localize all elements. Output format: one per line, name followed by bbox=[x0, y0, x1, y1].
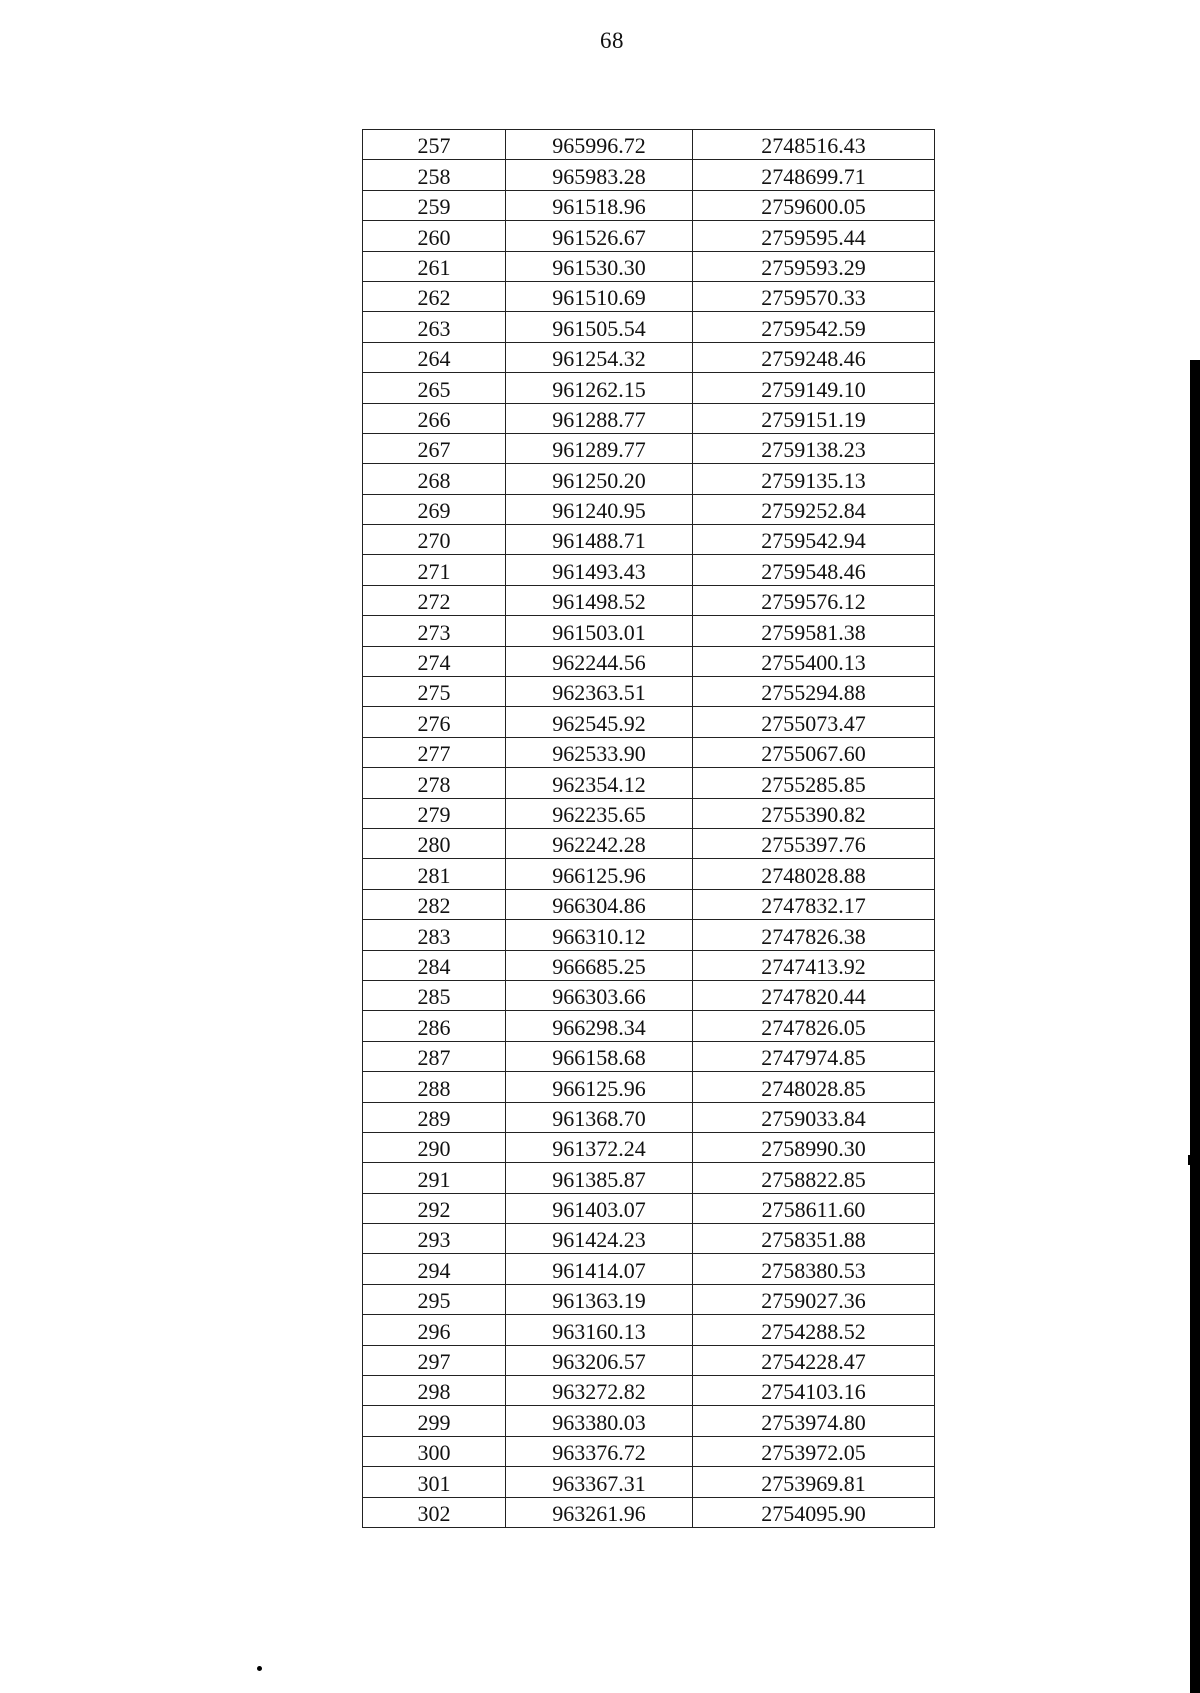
point-number-cell: 280 bbox=[363, 828, 506, 858]
y-coordinate-cell: 2748028.85 bbox=[693, 1072, 935, 1102]
x-coordinate-cell: 963272.82 bbox=[506, 1376, 693, 1406]
x-coordinate-cell: 961414.07 bbox=[506, 1254, 693, 1284]
table-row bbox=[363, 920, 935, 950]
point-number-cell: 275 bbox=[363, 677, 506, 707]
point-number-cell: 259 bbox=[363, 190, 506, 220]
table-row bbox=[363, 768, 935, 798]
point-number-cell: 297 bbox=[363, 1345, 506, 1375]
x-coordinate-cell: 961385.87 bbox=[506, 1163, 693, 1193]
point-number-cell: 290 bbox=[363, 1132, 506, 1162]
table-row bbox=[363, 1406, 935, 1436]
table-row bbox=[363, 1224, 935, 1254]
x-coordinate-cell: 966304.86 bbox=[506, 889, 693, 919]
y-coordinate-cell: 2747974.85 bbox=[693, 1041, 935, 1071]
table-row bbox=[363, 798, 935, 828]
y-coordinate-cell: 2759542.59 bbox=[693, 312, 935, 342]
table-row bbox=[363, 889, 935, 919]
table-row bbox=[363, 1315, 935, 1345]
table-row bbox=[363, 1345, 935, 1375]
table-row bbox=[363, 1254, 935, 1284]
point-number-cell: 300 bbox=[363, 1436, 506, 1466]
x-coordinate-cell: 961503.01 bbox=[506, 616, 693, 646]
y-coordinate-cell: 2758990.30 bbox=[693, 1132, 935, 1162]
x-coordinate-cell: 963261.96 bbox=[506, 1497, 693, 1527]
point-number-cell: 273 bbox=[363, 616, 506, 646]
table-row bbox=[363, 859, 935, 889]
x-coordinate-cell: 961498.52 bbox=[506, 585, 693, 615]
x-coordinate-cell: 961510.69 bbox=[506, 281, 693, 311]
point-number-cell: 270 bbox=[363, 525, 506, 555]
point-number-cell: 266 bbox=[363, 403, 506, 433]
x-coordinate-cell: 963160.13 bbox=[506, 1315, 693, 1345]
x-coordinate-cell: 962363.51 bbox=[506, 677, 693, 707]
point-number-cell: 265 bbox=[363, 373, 506, 403]
y-coordinate-cell: 2747826.38 bbox=[693, 920, 935, 950]
table-row bbox=[363, 1376, 935, 1406]
coordinate-table bbox=[362, 129, 935, 1528]
point-number-cell: 287 bbox=[363, 1041, 506, 1071]
y-coordinate-cell: 2747820.44 bbox=[693, 980, 935, 1010]
y-coordinate-cell: 2753974.80 bbox=[693, 1406, 935, 1436]
table-row bbox=[363, 828, 935, 858]
table-row bbox=[363, 312, 935, 342]
x-coordinate-cell: 961526.67 bbox=[506, 221, 693, 251]
y-coordinate-cell: 2759033.84 bbox=[693, 1102, 935, 1132]
y-coordinate-cell: 2759151.19 bbox=[693, 403, 935, 433]
x-coordinate-cell: 963206.57 bbox=[506, 1345, 693, 1375]
point-number-cell: 286 bbox=[363, 1011, 506, 1041]
point-number-cell: 278 bbox=[363, 768, 506, 798]
y-coordinate-cell: 2754288.52 bbox=[693, 1315, 935, 1345]
y-coordinate-cell: 2755390.82 bbox=[693, 798, 935, 828]
x-coordinate-cell: 961488.71 bbox=[506, 525, 693, 555]
point-number-cell: 272 bbox=[363, 585, 506, 615]
y-coordinate-cell: 2748028.88 bbox=[693, 859, 935, 889]
x-coordinate-cell: 963380.03 bbox=[506, 1406, 693, 1436]
point-number-cell: 271 bbox=[363, 555, 506, 585]
y-coordinate-cell: 2759542.94 bbox=[693, 525, 935, 555]
point-number-cell: 296 bbox=[363, 1315, 506, 1345]
y-coordinate-cell: 2754228.47 bbox=[693, 1345, 935, 1375]
point-number-cell: 263 bbox=[363, 312, 506, 342]
y-coordinate-cell: 2759027.36 bbox=[693, 1284, 935, 1314]
y-coordinate-cell: 2758351.88 bbox=[693, 1224, 935, 1254]
table-row bbox=[363, 1132, 935, 1162]
table-row bbox=[363, 616, 935, 646]
x-coordinate-cell: 966685.25 bbox=[506, 950, 693, 980]
y-coordinate-cell: 2759548.46 bbox=[693, 555, 935, 585]
table-row bbox=[363, 1102, 935, 1132]
x-coordinate-cell: 962533.90 bbox=[506, 737, 693, 767]
y-coordinate-cell: 2759570.33 bbox=[693, 281, 935, 311]
table-row bbox=[363, 1041, 935, 1071]
point-number-cell: 277 bbox=[363, 737, 506, 767]
table-row bbox=[363, 646, 935, 676]
point-number-cell: 274 bbox=[363, 646, 506, 676]
x-coordinate-cell: 961505.54 bbox=[506, 312, 693, 342]
x-coordinate-cell: 961240.95 bbox=[506, 494, 693, 524]
table-row bbox=[363, 1497, 935, 1527]
point-number-cell: 289 bbox=[363, 1102, 506, 1132]
point-number-cell: 284 bbox=[363, 950, 506, 980]
y-coordinate-cell: 2759593.29 bbox=[693, 251, 935, 281]
x-coordinate-cell: 965983.28 bbox=[506, 160, 693, 190]
x-coordinate-cell: 961288.77 bbox=[506, 403, 693, 433]
point-number-cell: 291 bbox=[363, 1163, 506, 1193]
y-coordinate-cell: 2753969.81 bbox=[693, 1467, 935, 1497]
y-coordinate-cell: 2759248.46 bbox=[693, 342, 935, 372]
y-coordinate-cell: 2759581.38 bbox=[693, 616, 935, 646]
x-coordinate-cell: 966125.96 bbox=[506, 859, 693, 889]
x-coordinate-cell: 961518.96 bbox=[506, 190, 693, 220]
table-row bbox=[363, 373, 935, 403]
x-coordinate-cell: 961424.23 bbox=[506, 1224, 693, 1254]
y-coordinate-cell: 2755073.47 bbox=[693, 707, 935, 737]
scan-speck bbox=[257, 1666, 262, 1671]
table-row bbox=[363, 1193, 935, 1223]
table-row bbox=[363, 525, 935, 555]
x-coordinate-cell: 961530.30 bbox=[506, 251, 693, 281]
point-number-cell: 269 bbox=[363, 494, 506, 524]
x-coordinate-cell: 961262.15 bbox=[506, 373, 693, 403]
y-coordinate-cell: 2754103.16 bbox=[693, 1376, 935, 1406]
x-coordinate-cell: 962354.12 bbox=[506, 768, 693, 798]
x-coordinate-cell: 961254.32 bbox=[506, 342, 693, 372]
point-number-cell: 295 bbox=[363, 1284, 506, 1314]
table-row bbox=[363, 980, 935, 1010]
x-coordinate-cell: 961250.20 bbox=[506, 464, 693, 494]
y-coordinate-cell: 2755067.60 bbox=[693, 737, 935, 767]
page-number: 68 bbox=[600, 28, 624, 53]
y-coordinate-cell: 2758380.53 bbox=[693, 1254, 935, 1284]
point-number-cell: 276 bbox=[363, 707, 506, 737]
table-row bbox=[363, 130, 935, 160]
y-coordinate-cell: 2759138.23 bbox=[693, 433, 935, 463]
table-row bbox=[363, 403, 935, 433]
table-row bbox=[363, 1072, 935, 1102]
x-coordinate-cell: 961289.77 bbox=[506, 433, 693, 463]
point-number-cell: 261 bbox=[363, 251, 506, 281]
point-number-cell: 257 bbox=[363, 130, 506, 160]
scan-edge-shadow bbox=[1190, 360, 1200, 1693]
y-coordinate-cell: 2758611.60 bbox=[693, 1193, 935, 1223]
y-coordinate-cell: 2759595.44 bbox=[693, 221, 935, 251]
point-number-cell: 288 bbox=[363, 1072, 506, 1102]
point-number-cell: 281 bbox=[363, 859, 506, 889]
x-coordinate-cell: 962242.28 bbox=[506, 828, 693, 858]
point-number-cell: 294 bbox=[363, 1254, 506, 1284]
table-row bbox=[363, 464, 935, 494]
table-row bbox=[363, 221, 935, 251]
table-row bbox=[363, 1467, 935, 1497]
table-row bbox=[363, 494, 935, 524]
scan-edge-mark bbox=[1188, 1155, 1190, 1165]
table-row bbox=[363, 251, 935, 281]
point-number-cell: 279 bbox=[363, 798, 506, 828]
y-coordinate-cell: 2748516.43 bbox=[693, 130, 935, 160]
x-coordinate-cell: 962244.56 bbox=[506, 646, 693, 676]
x-coordinate-cell: 962235.65 bbox=[506, 798, 693, 828]
table-row bbox=[363, 342, 935, 372]
point-number-cell: 262 bbox=[363, 281, 506, 311]
y-coordinate-cell: 2759252.84 bbox=[693, 494, 935, 524]
y-coordinate-cell: 2755400.13 bbox=[693, 646, 935, 676]
x-coordinate-cell: 963376.72 bbox=[506, 1436, 693, 1466]
x-coordinate-cell: 961363.19 bbox=[506, 1284, 693, 1314]
x-coordinate-cell: 966158.68 bbox=[506, 1041, 693, 1071]
table-row bbox=[363, 555, 935, 585]
table-row bbox=[363, 160, 935, 190]
y-coordinate-cell: 2747832.17 bbox=[693, 889, 935, 919]
table-row bbox=[363, 281, 935, 311]
point-number-cell: 282 bbox=[363, 889, 506, 919]
y-coordinate-cell: 2754095.90 bbox=[693, 1497, 935, 1527]
x-coordinate-cell: 966125.96 bbox=[506, 1072, 693, 1102]
y-coordinate-cell: 2755285.85 bbox=[693, 768, 935, 798]
table-row bbox=[363, 433, 935, 463]
x-coordinate-cell: 962545.92 bbox=[506, 707, 693, 737]
y-coordinate-cell: 2759135.13 bbox=[693, 464, 935, 494]
y-coordinate-cell: 2759149.10 bbox=[693, 373, 935, 403]
table-row bbox=[363, 585, 935, 615]
y-coordinate-cell: 2747413.92 bbox=[693, 950, 935, 980]
x-coordinate-cell: 961403.07 bbox=[506, 1193, 693, 1223]
table-row bbox=[363, 190, 935, 220]
y-coordinate-cell: 2758822.85 bbox=[693, 1163, 935, 1193]
table-row bbox=[363, 1436, 935, 1466]
x-coordinate-cell: 965996.72 bbox=[506, 130, 693, 160]
y-coordinate-cell: 2759600.05 bbox=[693, 190, 935, 220]
y-coordinate-cell: 2755294.88 bbox=[693, 677, 935, 707]
point-number-cell: 268 bbox=[363, 464, 506, 494]
point-number-cell: 302 bbox=[363, 1497, 506, 1527]
point-number-cell: 264 bbox=[363, 342, 506, 372]
point-number-cell: 267 bbox=[363, 433, 506, 463]
y-coordinate-cell: 2755397.76 bbox=[693, 828, 935, 858]
y-coordinate-cell: 2748699.71 bbox=[693, 160, 935, 190]
table-row bbox=[363, 707, 935, 737]
table-row bbox=[363, 737, 935, 767]
table-row bbox=[363, 677, 935, 707]
x-coordinate-cell: 961368.70 bbox=[506, 1102, 693, 1132]
x-coordinate-cell: 963367.31 bbox=[506, 1467, 693, 1497]
point-number-cell: 301 bbox=[363, 1467, 506, 1497]
table-row bbox=[363, 1284, 935, 1314]
point-number-cell: 292 bbox=[363, 1193, 506, 1223]
point-number-cell: 299 bbox=[363, 1406, 506, 1436]
x-coordinate-cell: 966310.12 bbox=[506, 920, 693, 950]
point-number-cell: 258 bbox=[363, 160, 506, 190]
point-number-cell: 285 bbox=[363, 980, 506, 1010]
table-row bbox=[363, 1163, 935, 1193]
x-coordinate-cell: 961372.24 bbox=[506, 1132, 693, 1162]
table-row bbox=[363, 950, 935, 980]
point-number-cell: 298 bbox=[363, 1376, 506, 1406]
point-number-cell: 283 bbox=[363, 920, 506, 950]
table-row bbox=[363, 1011, 935, 1041]
point-number-cell: 293 bbox=[363, 1224, 506, 1254]
x-coordinate-cell: 966303.66 bbox=[506, 980, 693, 1010]
x-coordinate-cell: 966298.34 bbox=[506, 1011, 693, 1041]
y-coordinate-cell: 2747826.05 bbox=[693, 1011, 935, 1041]
y-coordinate-cell: 2753972.05 bbox=[693, 1436, 935, 1466]
point-number-cell: 260 bbox=[363, 221, 506, 251]
x-coordinate-cell: 961493.43 bbox=[506, 555, 693, 585]
coordinate-table-body bbox=[363, 130, 935, 1528]
y-coordinate-cell: 2759576.12 bbox=[693, 585, 935, 615]
